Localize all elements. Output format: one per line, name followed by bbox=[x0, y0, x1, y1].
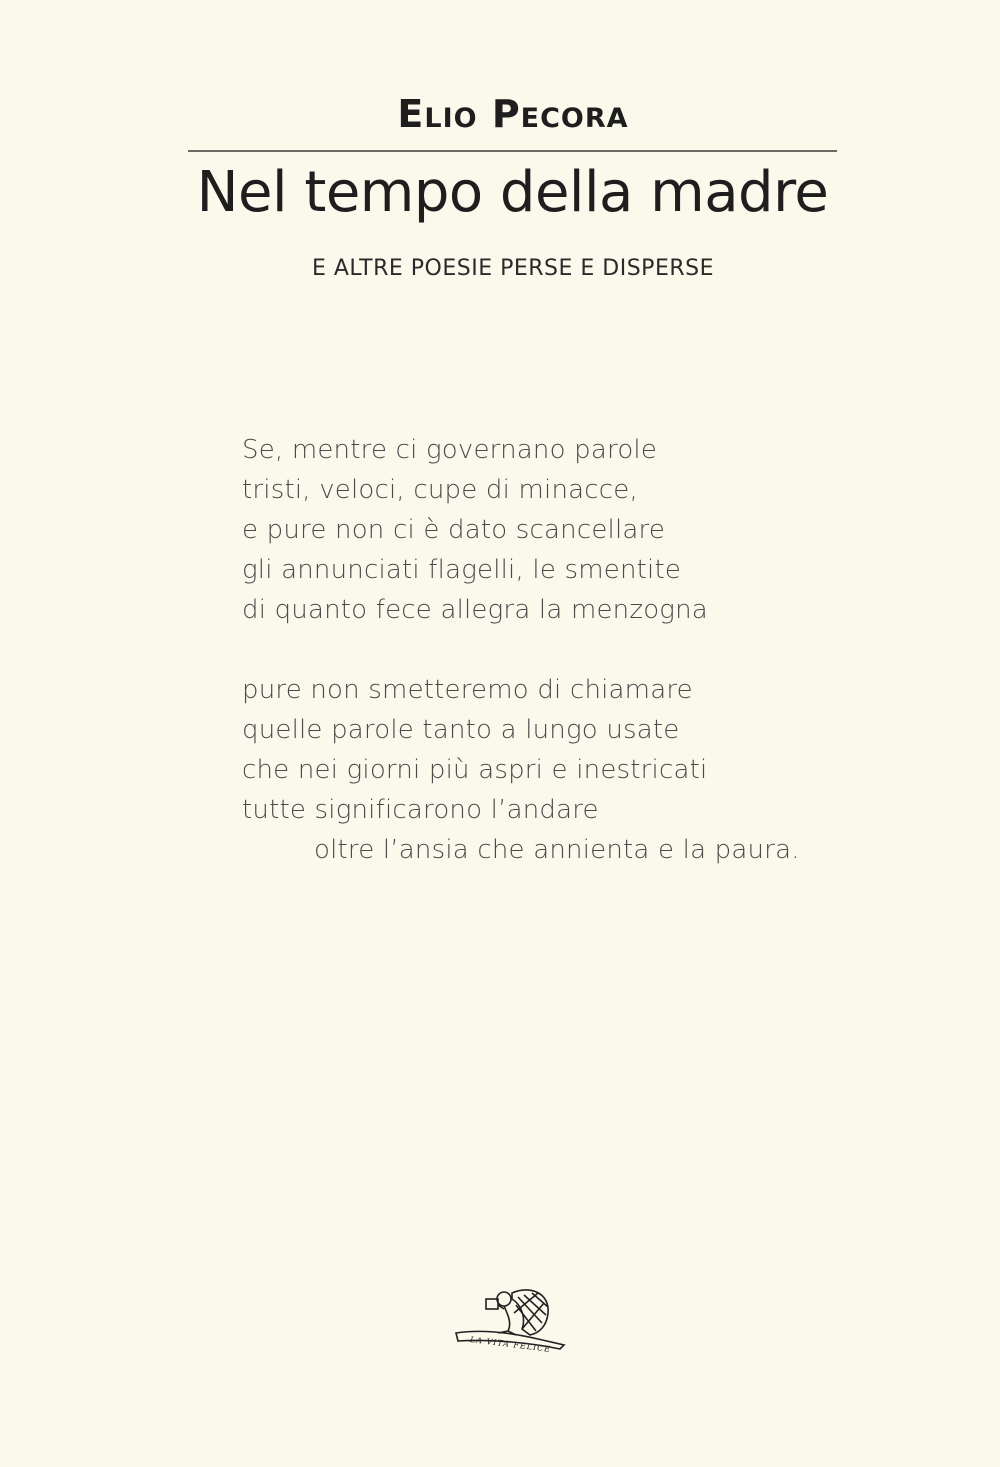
poem-line: e pure non ci è dato scancellare bbox=[242, 515, 666, 545]
stanza-break bbox=[242, 630, 800, 670]
book-subtitle: E ALTRE POESIE PERSE E DISPERSE bbox=[311, 256, 715, 281]
poem-line: pure non smetteremo di chiamare bbox=[242, 675, 693, 705]
poem-line: oltre l’ansia che annienta e la paura. bbox=[314, 835, 800, 865]
author-name: Elio Pecora bbox=[397, 92, 629, 136]
poem-line: che nei giorni più aspri e inestricati bbox=[242, 755, 708, 785]
poem-line: quelle parole tanto a lungo usate bbox=[242, 715, 680, 745]
publisher-logo-text: LA VITA FELICE bbox=[469, 1335, 552, 1354]
poem-line: Se, mentre ci governano parole bbox=[242, 435, 658, 465]
poem-line: gli annunciati flagelli, le smentite bbox=[242, 555, 682, 585]
poem bbox=[242, 430, 800, 870]
poem-line: di quanto fece allegra la menzogna bbox=[242, 595, 708, 625]
poem-line: tristi, veloci, cupe di minacce, bbox=[242, 475, 638, 505]
book-title: Nel tempo della madre bbox=[196, 160, 829, 225]
title-divider bbox=[188, 150, 837, 152]
poem-line: tutte significarono l’andare bbox=[242, 795, 599, 825]
